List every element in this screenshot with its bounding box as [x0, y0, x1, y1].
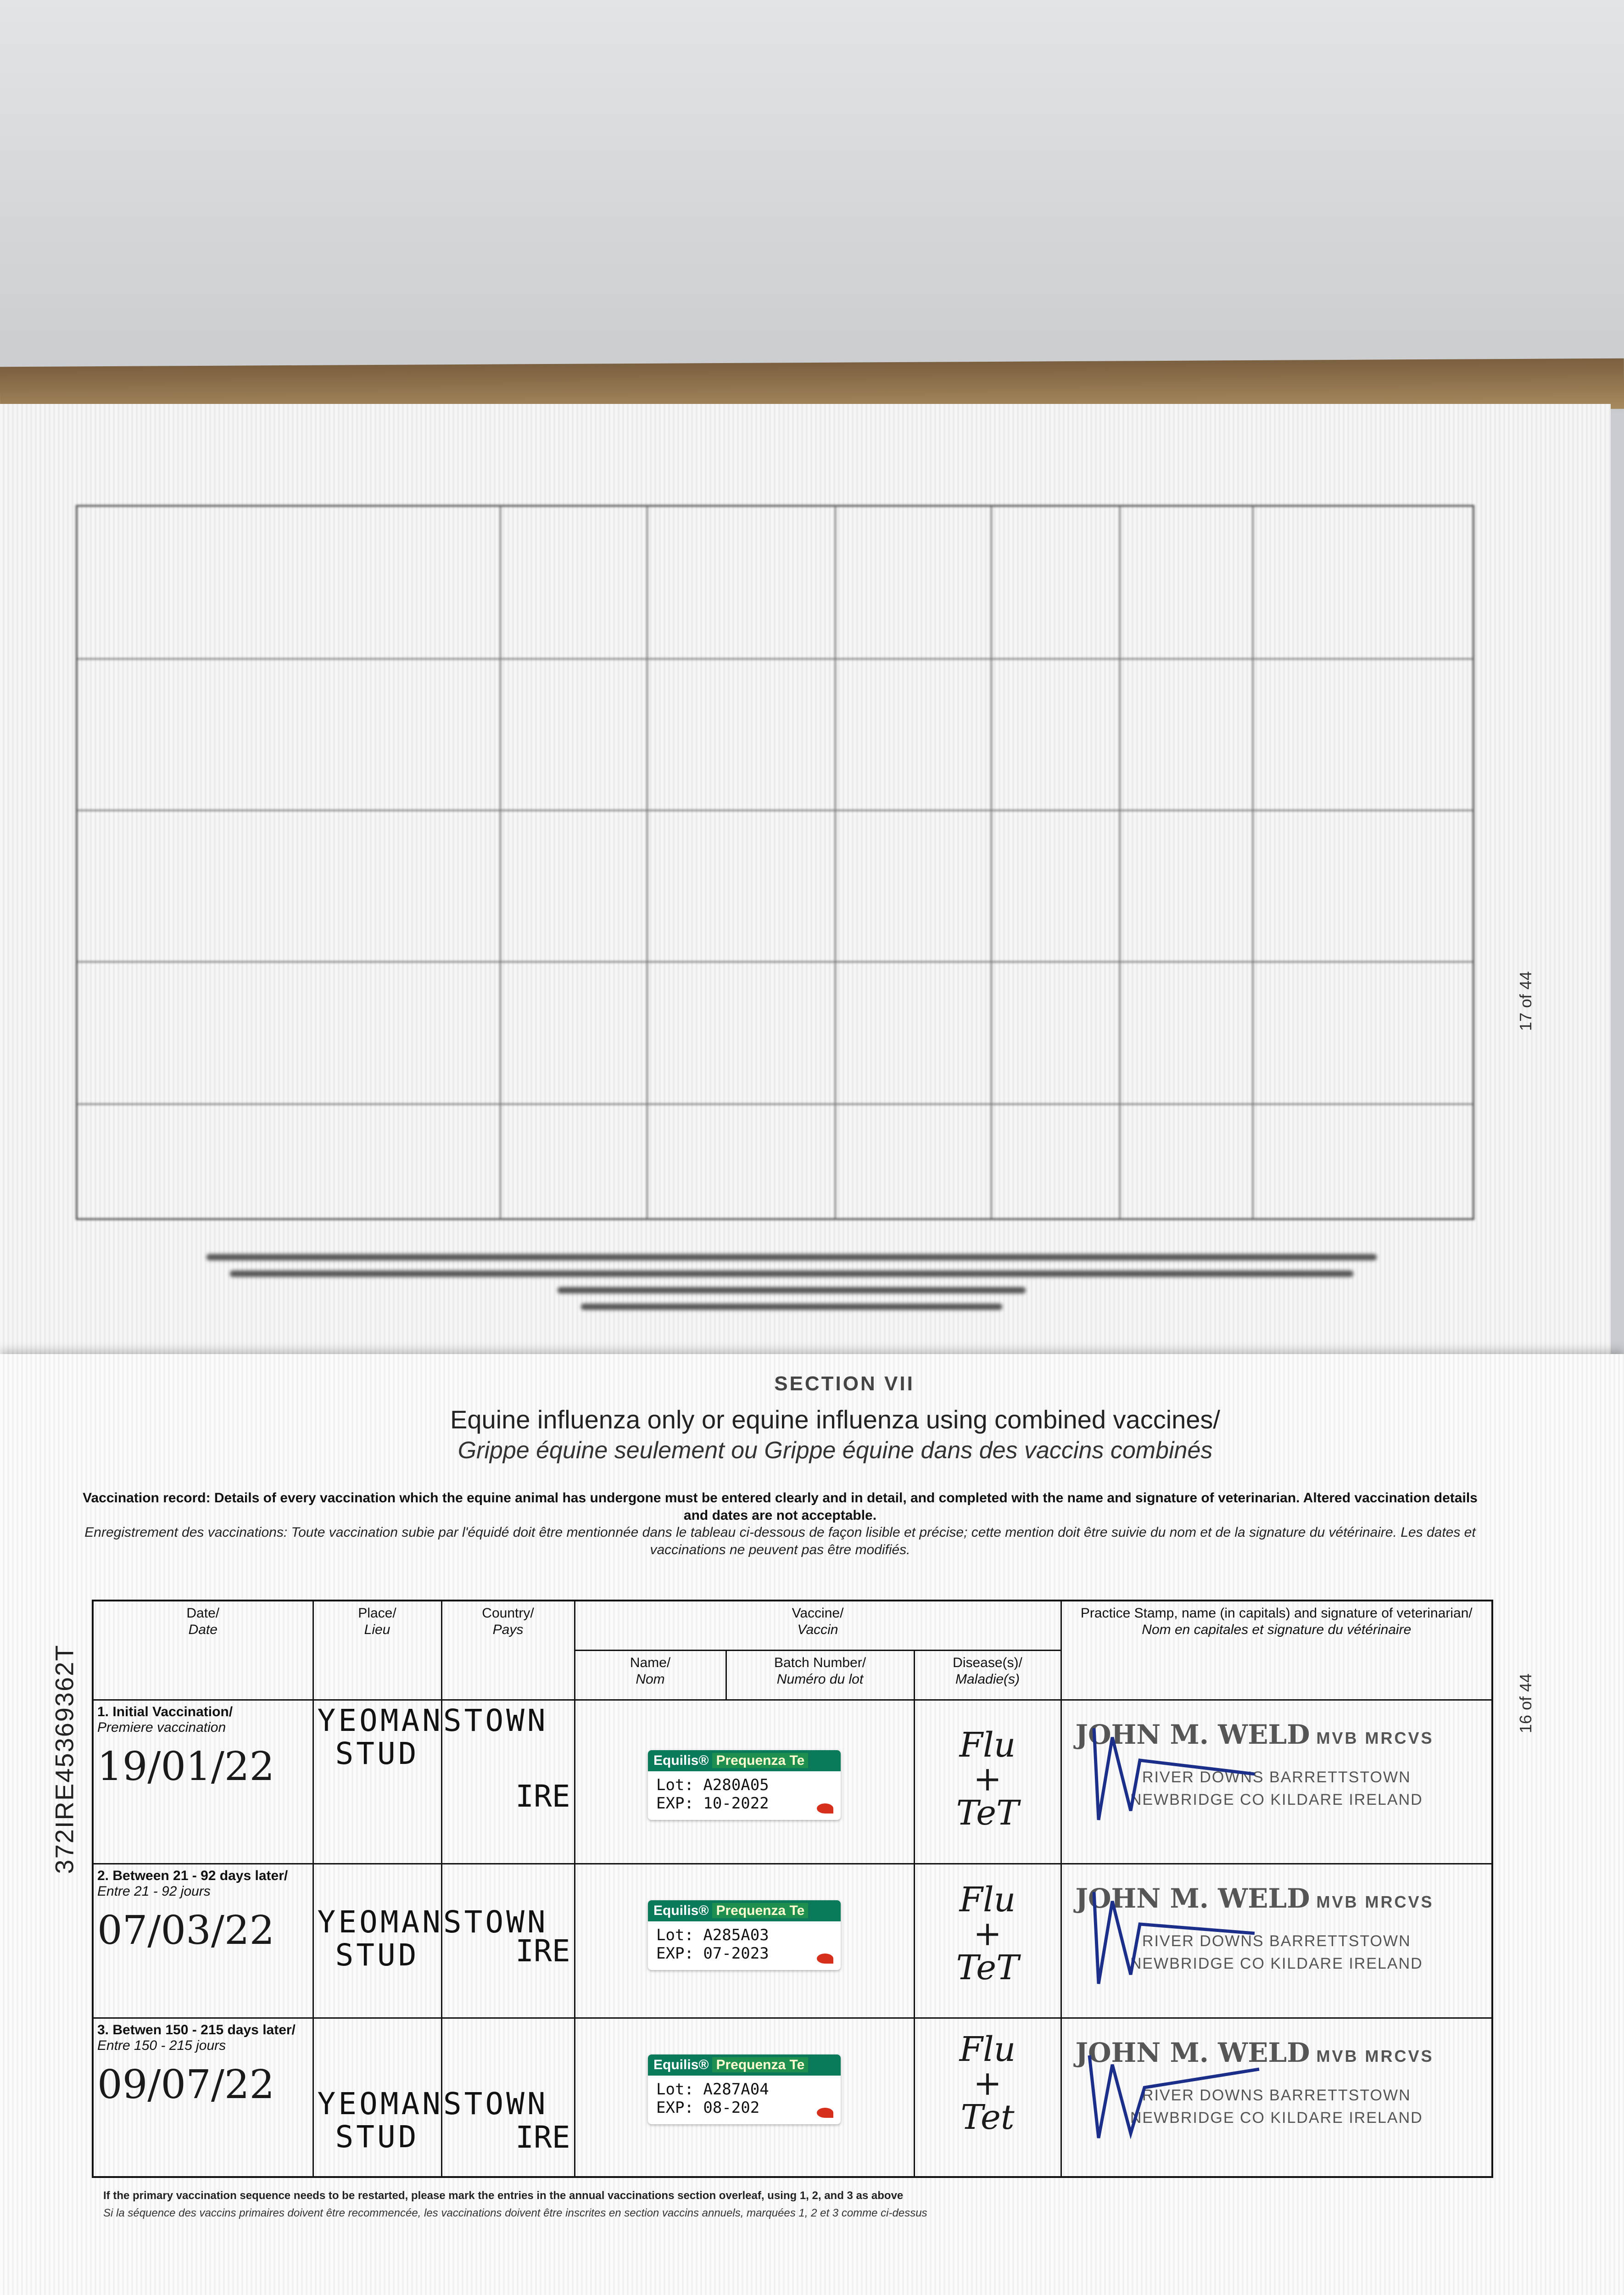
blurred-table-grid: [76, 505, 1474, 1220]
place-cell: YEOMANSTOWN STUD: [313, 1864, 441, 2018]
scanner-background: [0, 0, 1624, 413]
header-practice-stamp: Practice Stamp, name (in capitals) and signature of veterinarian/ Nom en capitales et signature du vétérinaire: [1061, 1601, 1492, 1700]
page-number-upper: 17 of 44: [1516, 971, 1535, 1031]
heading-french: Grippe équine seulement ou Grippe équine dans des vaccins combinés: [458, 1437, 1213, 1464]
record-instructions-english: Vaccination record: Details of every vaccination which the equine animal has undergone must be entered clearly and in detail, and completed with the name and signature of veterinarian. Altered vaccination details and dates are not acceptable.: [83, 1490, 1478, 1523]
vet-stamp-cell: JOHN M. WELD MVB MRCVS RIVER DOWNS BARRETTSTOWN NEWBRIDGE CO KILDARE IRELAND: [1061, 2018, 1492, 2177]
table-row: [93, 2018, 1492, 2177]
vet-name: JOHN M. WELD MVB MRCVS: [1075, 1883, 1434, 1914]
vet-name: JOHN M. WELD MVB MRCVS: [1075, 2037, 1434, 2068]
vaccine-sticker: Equilis® Prequenza Te Lot: A285A03 EXP: 07-2023: [648, 1900, 841, 1970]
page-number-lower: 16 of 44: [1516, 1673, 1535, 1734]
header-country: Country/ Pays: [441, 1601, 575, 1700]
country-cell: IRE: [441, 1864, 575, 2018]
date-cell: 2. Between 21 - 92 days later/ Entre 21 - 92 jours 07/03/22: [93, 1864, 313, 2018]
header-name: Name/ Nom: [575, 1650, 726, 1700]
record-instructions-french: Enregistrement des vaccinations: Toute vaccination subie par l'équidé doit être mentionnée dans le tableau ci-dessous de façon lisible et précise; cette mention doit être suivie du nom et de la signature du vétérinaire. Les dates et vaccinations ne peuvent pas être modifiés.: [84, 1525, 1476, 1557]
header-date: Date/ Date: [93, 1601, 313, 1700]
disease-cell: Flu + TeT: [914, 1864, 1061, 2018]
handwritten-date: 09/07/22: [97, 2061, 275, 2108]
disease-cell: Flu + TeT: [914, 1700, 1061, 1864]
vaccine-label-cell: [575, 1864, 914, 2018]
vaccine-sticker: Equilis® Prequenza Te Lot: A280A05 EXP: 10-2022: [648, 1750, 841, 1820]
date-cell: 3. Betwen 150 - 215 days later/ Entre 150 - 215 jours 09/07/22: [93, 2018, 313, 2177]
heading-english: Equine influenza only or equine influenza using combined vaccines/: [450, 1405, 1220, 1434]
vet-name: JOHN M. WELD MVB MRCVS: [1075, 1719, 1434, 1751]
disease-cell: Flu + Tet: [914, 2018, 1061, 2177]
footnote-english: If the primary vaccination sequence needs to be restarted, please mark the entries in the annual vaccinations section overleaf, using 1, 2, and 3 as above: [103, 2189, 904, 2202]
vaccination-table: [92, 1600, 1493, 2178]
vaccine-label-cell: [575, 1700, 914, 1864]
header-vaccine: Vaccine/ Vaccin: [575, 1601, 1061, 1650]
document-id: 372IRE45369362T: [50, 1644, 79, 1874]
country-cell: IRE: [441, 2018, 575, 2177]
vet-stamp-cell: JOHN M. WELD MVB MRCVS RIVER DOWNS BARRETTSTOWN NEWBRIDGE CO KILDARE IRELAND: [1061, 1864, 1492, 2018]
country-cell: IRE: [441, 1700, 575, 1864]
vaccine-sticker: Equilis® Prequenza Te Lot: A287A04 EXP: 08-202: [648, 2054, 841, 2124]
table-row: [93, 1864, 1492, 2018]
vet-stamp-cell: JOHN M. WELD MVB MRCVS RIVER DOWNS BARRETTSTOWN NEWBRIDGE CO KILDARE IRELAND: [1061, 1700, 1492, 1864]
vaccine-label-cell: [575, 2018, 914, 2177]
header-place: Place/ Lieu: [313, 1601, 441, 1700]
table-row: [93, 1700, 1492, 1864]
header-batch: Batch Number/ Numéro du lot: [726, 1650, 914, 1700]
blurred-footnote-lines: [206, 1244, 1377, 1320]
handwritten-date: 19/01/22: [97, 1744, 275, 1790]
place-cell: YEOMANSTOWN STUD: [313, 2018, 441, 2177]
header-disease: Disease(s)/ Maladie(s): [914, 1650, 1061, 1700]
date-cell: 1. Initial Vaccination/ Premiere vaccination 19/01/22: [93, 1700, 313, 1864]
section-title: SECTION VII: [774, 1372, 915, 1395]
handwritten-date: 07/03/22: [97, 1908, 275, 1954]
place-cell: YEOMANSTOWN STUD: [313, 1700, 441, 1864]
footnote-french: Si la séquence des vaccins primaires doivent être recommencée, les vaccinations doivent être inscrites en section vaccins annuels, marquées 1, 2 et 3 comme ci-dessus: [103, 2207, 927, 2219]
